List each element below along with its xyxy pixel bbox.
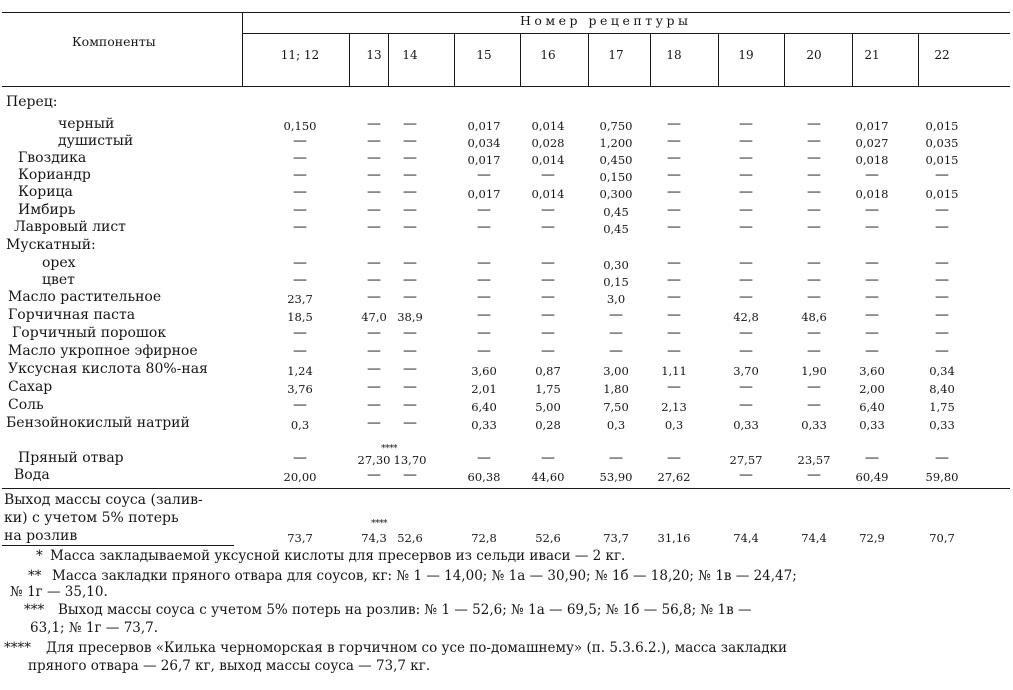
table-cell: 0,150	[283, 119, 317, 133]
table-cell: —	[667, 167, 681, 183]
footnote-mark: *	[36, 548, 43, 564]
table-cell: —	[367, 133, 381, 149]
row-label: Имбирь	[18, 202, 76, 218]
table-cell: 0,450	[599, 153, 633, 167]
table-cell: —	[293, 343, 307, 359]
table-cell: —	[477, 219, 491, 235]
yield-value: 74,4	[733, 531, 759, 545]
table-cell: —	[403, 361, 417, 377]
table-cell: —	[541, 272, 555, 288]
table-cell: —	[367, 379, 381, 395]
table-cell: 0,027	[855, 136, 889, 150]
table-cell: 18,5	[287, 310, 313, 324]
table-cell: —	[403, 379, 417, 395]
table-cell: —	[807, 219, 821, 235]
table-cell: —	[739, 255, 753, 271]
footnote-text: пряного отвара — 26,7 кг, выход массы соуса — 73,7 кг.	[28, 658, 431, 674]
table-cell: —	[667, 307, 681, 323]
summary-bottom-rule	[2, 545, 234, 546]
row-label: Перец:	[6, 94, 58, 110]
table-cell: —	[541, 167, 555, 183]
header-divider	[454, 33, 455, 86]
row-label: Кориандр	[18, 167, 91, 183]
table-cell: 38,9	[397, 310, 423, 324]
table-cell: —	[477, 343, 491, 359]
row-label: цвет	[42, 272, 75, 288]
row-label: орех	[42, 255, 76, 271]
row-label: Вода	[14, 467, 50, 483]
table-cell: 3,70	[733, 364, 759, 378]
table-cell: 44,60	[531, 470, 565, 484]
table-cell: 0,034	[467, 136, 501, 150]
table-cell: —	[807, 272, 821, 288]
table-cell: —	[739, 272, 753, 288]
table-cell: 0,30	[603, 258, 629, 272]
table-cell: —	[935, 219, 949, 235]
table-cell: 48,6	[801, 310, 827, 324]
yield-value: 31,16	[657, 531, 691, 545]
yield-value: 72,8	[471, 531, 497, 545]
table-cell: —	[807, 133, 821, 149]
table-cell: 0,015	[925, 187, 959, 201]
table-cell: —	[865, 219, 879, 235]
table-cell: —	[367, 397, 381, 413]
row-label: Горчичный порошок	[12, 325, 167, 341]
table-cell: —	[935, 450, 949, 466]
table-cell: 0,028	[531, 136, 565, 150]
yield-footnote-marker: ****	[371, 519, 387, 529]
table-cell: —	[293, 272, 307, 288]
table-cell: —	[367, 325, 381, 341]
table-cell: 59,80	[925, 470, 959, 484]
table-cell: —	[293, 397, 307, 413]
column-number: 18	[666, 48, 682, 62]
table-cell: 2,00	[859, 382, 885, 396]
yield-label-2: ки) с учетом 5% потерь	[4, 510, 179, 526]
table-cell: —	[739, 167, 753, 183]
table-cell: 0,33	[801, 418, 827, 432]
table-cell: —	[477, 272, 491, 288]
table-cell: 1,200	[599, 136, 633, 150]
table-cell: —	[367, 343, 381, 359]
footnote-mark: **	[28, 568, 42, 584]
table-cell: —	[935, 255, 949, 271]
header-divider	[242, 12, 243, 86]
table-cell: 0,015	[925, 153, 959, 167]
table-cell: —	[541, 289, 555, 305]
table-cell: —	[293, 202, 307, 218]
table-cell: —	[739, 150, 753, 166]
table-cell: —	[667, 219, 681, 235]
table-cell: 5,00	[535, 400, 561, 414]
table-cell: —	[403, 133, 417, 149]
yield-value: 70,7	[929, 531, 955, 545]
table-cell: —	[935, 202, 949, 218]
table-cell: —	[865, 450, 879, 466]
column-number: 22	[934, 48, 950, 62]
header-divider	[718, 33, 719, 86]
table-cell: —	[477, 167, 491, 183]
table-cell: —	[807, 167, 821, 183]
column-number: 21	[864, 48, 880, 62]
row-label: Масло растительное	[8, 289, 162, 305]
table-cell: 1,75	[535, 382, 561, 396]
table-cell: 0,018	[855, 187, 889, 201]
table-cell: —	[667, 289, 681, 305]
table-cell: —	[807, 289, 821, 305]
yield-label-3: на розлив	[4, 528, 78, 544]
table-cell: 13,70	[393, 453, 427, 467]
table-cell: —	[403, 202, 417, 218]
table-cell: —	[935, 167, 949, 183]
table-cell: —	[609, 450, 623, 466]
components-header: Компоненты	[72, 34, 156, 49]
table-cell: —	[293, 450, 307, 466]
table-cell: —	[935, 343, 949, 359]
table-cell: —	[403, 343, 417, 359]
table-cell: —	[367, 361, 381, 377]
table-cell: 0,45	[603, 205, 629, 219]
table-cell: —	[865, 307, 879, 323]
table-cell: 23,7	[287, 292, 313, 306]
row-label: Пряный отвар	[18, 450, 124, 466]
table-cell: 53,90	[599, 470, 633, 484]
table-cell: —	[865, 167, 879, 183]
table-cell: —	[367, 255, 381, 271]
column-number: 14	[402, 48, 418, 62]
table-cell: —	[477, 202, 491, 218]
table-cell: —	[367, 415, 381, 431]
table-cell: —	[739, 289, 753, 305]
table-cell: —	[403, 116, 417, 132]
table-cell: —	[739, 467, 753, 483]
yield-value: 52,6	[397, 531, 423, 545]
table-cell: —	[667, 202, 681, 218]
row-label: Корица	[18, 184, 73, 200]
yield-value: 72,9	[859, 531, 885, 545]
table-cell: —	[667, 379, 681, 395]
table-cell: —	[293, 184, 307, 200]
table-cell: —	[367, 184, 381, 200]
table-cell: —	[807, 379, 821, 395]
column-number: 13	[366, 48, 382, 62]
table-cell: —	[367, 289, 381, 305]
row-label: Масло укропное эфирное	[8, 343, 198, 359]
table-cell: 0,018	[855, 153, 889, 167]
table-cell: 0,3	[664, 418, 684, 432]
table-cell: —	[667, 133, 681, 149]
table-cell: —	[865, 202, 879, 218]
table-cell: —	[865, 289, 879, 305]
table-cell: —	[807, 325, 821, 341]
table-cell: —	[865, 325, 879, 341]
table-cell: 0,017	[855, 119, 889, 133]
table-cell: —	[541, 219, 555, 235]
yield-value: 73,7	[603, 531, 629, 545]
header-divider	[588, 33, 589, 86]
recipe-number-rule	[242, 33, 1010, 34]
table-cell: —	[807, 150, 821, 166]
table-cell: —	[935, 325, 949, 341]
table-cell: —	[367, 467, 381, 483]
row-label: Соль	[8, 397, 44, 413]
table-cell: —	[477, 450, 491, 466]
table-cell: 0,014	[531, 119, 565, 133]
table-cell: —	[807, 116, 821, 132]
table-cell: —	[541, 202, 555, 218]
table-cell: 27,62	[657, 470, 691, 484]
table-cell: —	[367, 219, 381, 235]
table-cell: —	[477, 289, 491, 305]
table-cell: —	[293, 325, 307, 341]
otvar-footnote-marker: ****	[381, 444, 397, 454]
table-cell: —	[477, 307, 491, 323]
table-cell: —	[403, 219, 417, 235]
table-cell: 0,28	[535, 418, 561, 432]
column-number: 16	[540, 48, 556, 62]
table-cell: —	[403, 397, 417, 413]
table-cell: —	[609, 343, 623, 359]
row-label: Лавровый лист	[14, 219, 126, 235]
table-cell: —	[807, 184, 821, 200]
table-cell: —	[739, 184, 753, 200]
row-label: Гвоздика	[18, 150, 87, 166]
table-cell: —	[667, 150, 681, 166]
table-cell: 1,24	[287, 364, 313, 378]
table-cell: —	[609, 307, 623, 323]
table-cell: —	[541, 450, 555, 466]
table-cell: 0,3	[290, 418, 310, 432]
table-cell: 2,01	[471, 382, 497, 396]
table-cell: 0,014	[531, 187, 565, 201]
table-cell: —	[667, 255, 681, 271]
footnote-text: Выход массы соуса с учетом 5% потерь на розлив: № 1 — 52,6; № 1а — 69,5; № 1б — 56,8; № 1в —	[58, 602, 752, 618]
table-cell: —	[739, 116, 753, 132]
table-cell: 27,57	[729, 453, 763, 467]
table-cell: 0,33	[733, 418, 759, 432]
table-cell: —	[293, 167, 307, 183]
table-cell: 1,75	[929, 400, 955, 414]
table-cell: —	[541, 325, 555, 341]
table-cell: —	[739, 325, 753, 341]
table-cell: 0,035	[925, 136, 959, 150]
table-cell: 47,0	[361, 310, 387, 324]
table-cell: —	[739, 219, 753, 235]
column-number: 15	[476, 48, 492, 62]
column-number: 17	[608, 48, 624, 62]
table-cell: 60,49	[855, 470, 889, 484]
table-cell: —	[739, 397, 753, 413]
table-cell: —	[403, 272, 417, 288]
table-cell: 6,40	[471, 400, 497, 414]
table-cell: 8,40	[929, 382, 955, 396]
table-cell: 1,90	[801, 364, 827, 378]
header-bottom-rule	[2, 86, 1010, 87]
table-cell: 23,57	[797, 453, 831, 467]
table-cell: —	[293, 255, 307, 271]
footnote-text: 63,1; № 1г — 73,7.	[30, 620, 159, 636]
table-cell: 20,00	[283, 470, 317, 484]
table-cell: —	[667, 272, 681, 288]
table-cell: —	[403, 184, 417, 200]
table-cell: —	[403, 325, 417, 341]
table-cell: —	[807, 467, 821, 483]
table-cell: —	[667, 343, 681, 359]
table-cell: 1,11	[661, 364, 687, 378]
table-cell: 60,38	[467, 470, 501, 484]
recipe-number-header: Номер рецептуры	[520, 13, 692, 28]
table-cell: —	[865, 343, 879, 359]
table-cell: —	[739, 379, 753, 395]
table-cell: 0,45	[603, 222, 629, 236]
table-cell: —	[807, 397, 821, 413]
yield-value: 52,6	[535, 531, 561, 545]
footnote-mark: ****	[4, 640, 31, 656]
table-cell: —	[367, 150, 381, 166]
table-cell: —	[293, 133, 307, 149]
table-cell: 3,76	[287, 382, 313, 396]
table-cell: 0,33	[929, 418, 955, 432]
row-label: черный	[58, 116, 115, 132]
table-cell: 0,3	[606, 418, 626, 432]
table-cell: 0,15	[603, 275, 629, 289]
body-bottom-rule	[2, 488, 1010, 489]
row-label: Горчичная паста	[8, 307, 136, 323]
table-cell: —	[865, 255, 879, 271]
table-cell: —	[403, 467, 417, 483]
row-label: Сахар	[8, 379, 53, 395]
table-cell: —	[403, 289, 417, 305]
yield-value: 74,4	[801, 531, 827, 545]
table-cell: —	[293, 219, 307, 235]
table-cell: 0,150	[599, 170, 633, 184]
table-cell: 3,00	[603, 364, 629, 378]
column-number: 11; 12	[280, 48, 320, 62]
table-cell: —	[667, 450, 681, 466]
table-cell: —	[477, 325, 491, 341]
table-cell: —	[403, 415, 417, 431]
table-cell: —	[403, 167, 417, 183]
row-label: душистый	[58, 133, 134, 149]
row-label: Бензойнокислый натрий	[6, 415, 190, 431]
column-number: 20	[806, 48, 822, 62]
table-cell: 6,40	[859, 400, 885, 414]
table-cell: —	[477, 255, 491, 271]
table-cell: —	[935, 289, 949, 305]
table-cell: —	[739, 343, 753, 359]
table-cell: —	[367, 116, 381, 132]
table-cell: 7,50	[603, 400, 629, 414]
table-cell: —	[739, 202, 753, 218]
footnote-text: Для пресервов «Килька черноморская в горчичном со усе по-домашнему» (п. 5.3.6.2.), масса закладки	[46, 640, 787, 656]
table-cell: 0,34	[929, 364, 955, 378]
table-cell: 0,750	[599, 119, 633, 133]
header-divider	[784, 33, 785, 86]
table-cell: —	[541, 307, 555, 323]
header-divider	[520, 33, 521, 86]
table-cell: —	[403, 255, 417, 271]
table-cell: 0,33	[859, 418, 885, 432]
table-cell: 0,014	[531, 153, 565, 167]
table-cell: 27,30	[357, 453, 391, 467]
table-cell: 0,300	[599, 187, 633, 201]
table-cell: 0,87	[535, 364, 561, 378]
table-cell: —	[667, 184, 681, 200]
table-cell: 0,017	[467, 153, 501, 167]
footnote-text: Масса закладки пряного отвара для соусов, кг: № 1 — 14,00; № 1а — 30,90; № 1б — 18,20; № 1в — 24,47;	[52, 568, 797, 584]
table-cell: —	[935, 307, 949, 323]
table-cell: —	[367, 167, 381, 183]
footnote-mark: ***	[24, 602, 45, 618]
table-cell: —	[807, 255, 821, 271]
yield-label-1: Выход массы соуса (залив-	[4, 492, 203, 508]
table-cell: 2,13	[661, 400, 687, 414]
table-cell: —	[807, 202, 821, 218]
column-number: 19	[738, 48, 754, 62]
table-cell: —	[609, 325, 623, 341]
table-top-rule	[2, 12, 1010, 13]
table-cell: —	[935, 272, 949, 288]
footnote-text: № 1г — 35,10.	[10, 584, 108, 600]
table-cell: —	[541, 343, 555, 359]
table-cell: 3,60	[471, 364, 497, 378]
table-cell: 3,60	[859, 364, 885, 378]
table-cell: 0,33	[471, 418, 497, 432]
table-cell: —	[367, 272, 381, 288]
table-cell: —	[807, 343, 821, 359]
table-cell: —	[667, 116, 681, 132]
table-cell: 3,0	[606, 292, 626, 306]
table-cell: 0,015	[925, 119, 959, 133]
table-cell: 0,017	[467, 119, 501, 133]
table-cell: 42,8	[733, 310, 759, 324]
table-cell: 0,017	[467, 187, 501, 201]
table-cell: 1,80	[603, 382, 629, 396]
yield-value: 74,3	[361, 531, 387, 545]
table-cell: —	[293, 150, 307, 166]
table-cell: —	[739, 133, 753, 149]
table-cell: —	[667, 325, 681, 341]
table-cell: —	[367, 202, 381, 218]
yield-value: 73,7	[287, 531, 313, 545]
row-label: Уксусная кислота 80%-ная	[8, 361, 208, 377]
table-cell: —	[403, 150, 417, 166]
footnote-text: Масса закладываемой уксусной кислоты для пресервов из сельди иваси — 2 кг.	[50, 548, 626, 564]
table-cell: —	[541, 255, 555, 271]
row-label: Мускатный:	[6, 237, 96, 253]
table-cell: —	[865, 272, 879, 288]
